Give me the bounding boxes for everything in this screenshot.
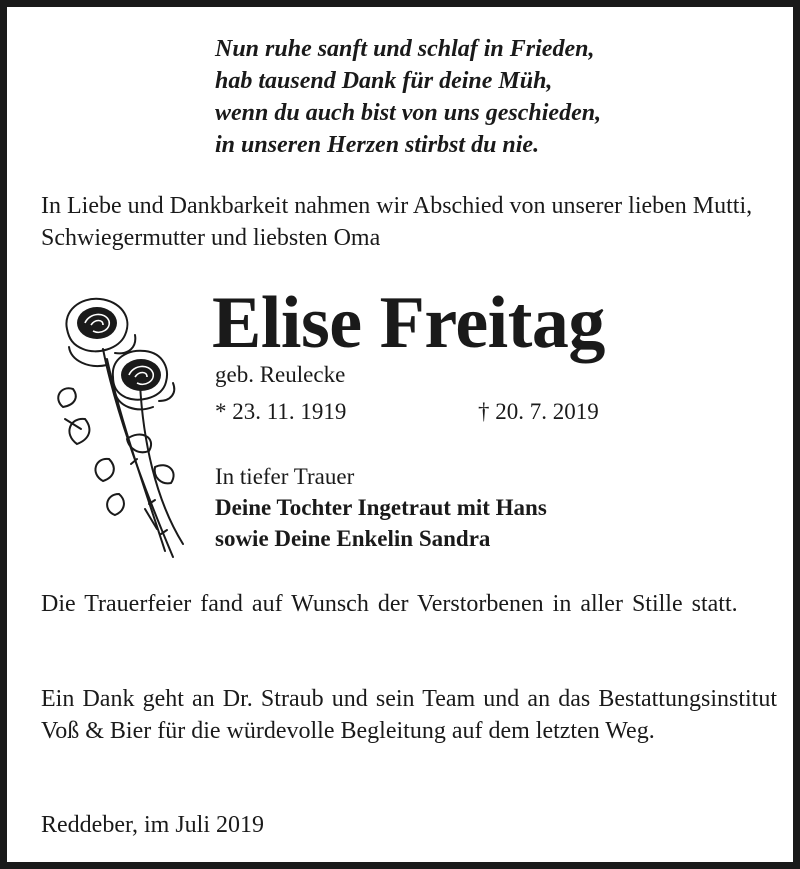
mourning-heading: In tiefer Trauer	[215, 464, 355, 489]
poem-line-3: wenn du auch bist von uns geschieden,	[215, 100, 602, 126]
maiden-name: geb. Reulecke	[215, 362, 346, 387]
mourners-block	[215, 461, 547, 554]
death-date: † 20. 7. 2019	[478, 399, 599, 424]
funeral-paragraph: Die Trauerfeier fand auf Wunsch der Verstorbenen in aller Stille statt.	[41, 591, 738, 617]
memorial-poem	[215, 33, 601, 161]
thanks-paragraph: Ein Dank geht an Dr. Straub und sein Team und an das Bestattungsinstitut Voß & Bier für die würdevolle Begleitung auf dem letzten Weg.	[41, 686, 777, 744]
mourner-line-1: Deine Tochter Ingetraut mit Hans	[215, 495, 547, 520]
mourner-line-2: sowie Deine Enkelin Sandra	[215, 526, 491, 551]
poem-line-4: in unseren Herzen stirbst du nie.	[215, 132, 540, 158]
place-date: Reddeber, im Juli 2019	[41, 812, 265, 838]
poem-line-2: hab tausend Dank für deine Müh,	[215, 68, 553, 94]
poem-line-1: Nun ruhe sanft und schlaf in Frieden,	[215, 36, 595, 62]
deceased-name: Elise Freitag	[212, 282, 605, 364]
roses-illustration-icon	[45, 289, 195, 569]
birth-date: * 23. 11. 1919	[215, 399, 347, 424]
intro-text: In Liebe und Dankbarkeit nahmen wir Abschied von unserer lieben Mutti, Schwiegermutter und liebsten Oma	[41, 193, 753, 251]
